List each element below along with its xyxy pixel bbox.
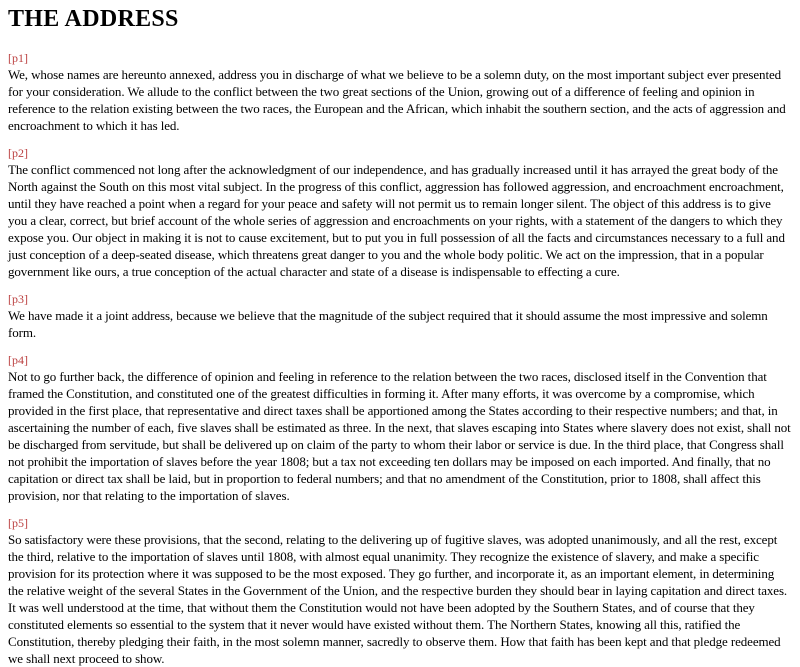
paragraph bbox=[8, 516, 792, 667]
page-title: THE ADDRESS bbox=[8, 6, 179, 32]
paragraph bbox=[8, 51, 792, 134]
paragraph bbox=[8, 292, 792, 341]
paragraph-text: Not to go further back, the difference of opinion and feeling in reference to the relation between the two races, disclosed itself in the Convention that framed the Constitution, and constituted one of the greatest difficulties in forming it. After many efforts, it was overcome by a compromise, which provided in the first place, that representative and direct taxes shall be apportioned among the States according to their respective numbers; and that, in ascertaining the number of each, five slaves shall be estimated as three. In the next, that slaves escaping into States where slavery does not exist, shall not be discharged from servitude, but shall be delivered up on claim of the party to whom their labor or service is due. In the third place, that Congress shall not prohibit the importation of slaves before the year 1808; but a tax not exceeding ten dollars may be imposed on each imported. And finally, that no capitation or direct tax shall be laid, but in proportion to federal numbers; and that no amendment of the Constitution, prior to 1808, shall affect this provision, nor that relating to the importation of slaves. bbox=[8, 369, 791, 503]
paragraph-text: So satisfactory were these provisions, that the second, relating to the delivering up of fugitive slaves, was adopted unanimously, and all the rest, except the third, relative to the importation of slaves until 1808, with almost equal unanimity. They recognize the existence of slavery, and make a specific provision for its protection where it was supposed to be the most exposed. They go further, and incorporate it, as an important element, in determining the relative weight of the several States in the Government of the Union, and the respective burden they should bear in laying capitation and direct taxes. It was well understood at the time, that without them the Constitution would not have been adopted by the Southern States, and of course that they constituted elements so essential to the system that it never would have existed without them. The Northern States, knowing all this, ratified the Constitution, thereby pledging their faith, in the most solemn manner, sacredly to observe them. How that faith has been kept and that pledge redeemed we shall next proceed to show. bbox=[8, 532, 788, 666]
paragraph bbox=[8, 146, 792, 280]
paragraph-text: The conflict commenced not long after the acknowledgment of our independence, and has gradually increased until it has arrayed the great body of the North against the South on this most vital subject. In the progress of this conflict, aggression has followed aggression, and encroachment encroachment, until they have reached a point when a regard for your peace and safety will not permit us to remain longer silent. The object of this address is to give you a clear, correct, but brief account of the whole series of aggression and encroachments on your rights, with a statement of the dangers to which they expose you. Our object in making it is not to cause excitement, but to put you in full possession of all the facts and circumstances necessary to a full and just conception of a deep-seated disease, which threatens great danger to you and the whole body politic. We act on the impression, that in a popular government like ours, a true conception of the actual character and state of a disease is indispensable to effecting a cure. bbox=[8, 162, 785, 279]
paragraph-marker: [p2] bbox=[8, 146, 28, 160]
paragraph-marker: [p3] bbox=[8, 292, 28, 306]
paragraph-marker: [p4] bbox=[8, 353, 28, 367]
document-body bbox=[8, 51, 792, 667]
paragraph-text: We, whose names are hereunto annexed, address you in discharge of what we believe to be a solemn duty, on the most important subject ever presented for your consideration. We allude to the conflict between the two great sections of the Union, growing out of a difference of feeling and opinion in reference to the relation existing between the two races, the European and the African, which inhabit the southern section, and the acts of aggression and encroachment to which it has led. bbox=[8, 67, 786, 133]
paragraph-marker: [p1] bbox=[8, 51, 28, 65]
paragraph bbox=[8, 353, 792, 504]
paragraph-marker: [p5] bbox=[8, 516, 28, 530]
paragraph-text: We have made it a joint address, because we believe that the magnitude of the subject required that it should assume the most impressive and solemn form. bbox=[8, 308, 768, 340]
